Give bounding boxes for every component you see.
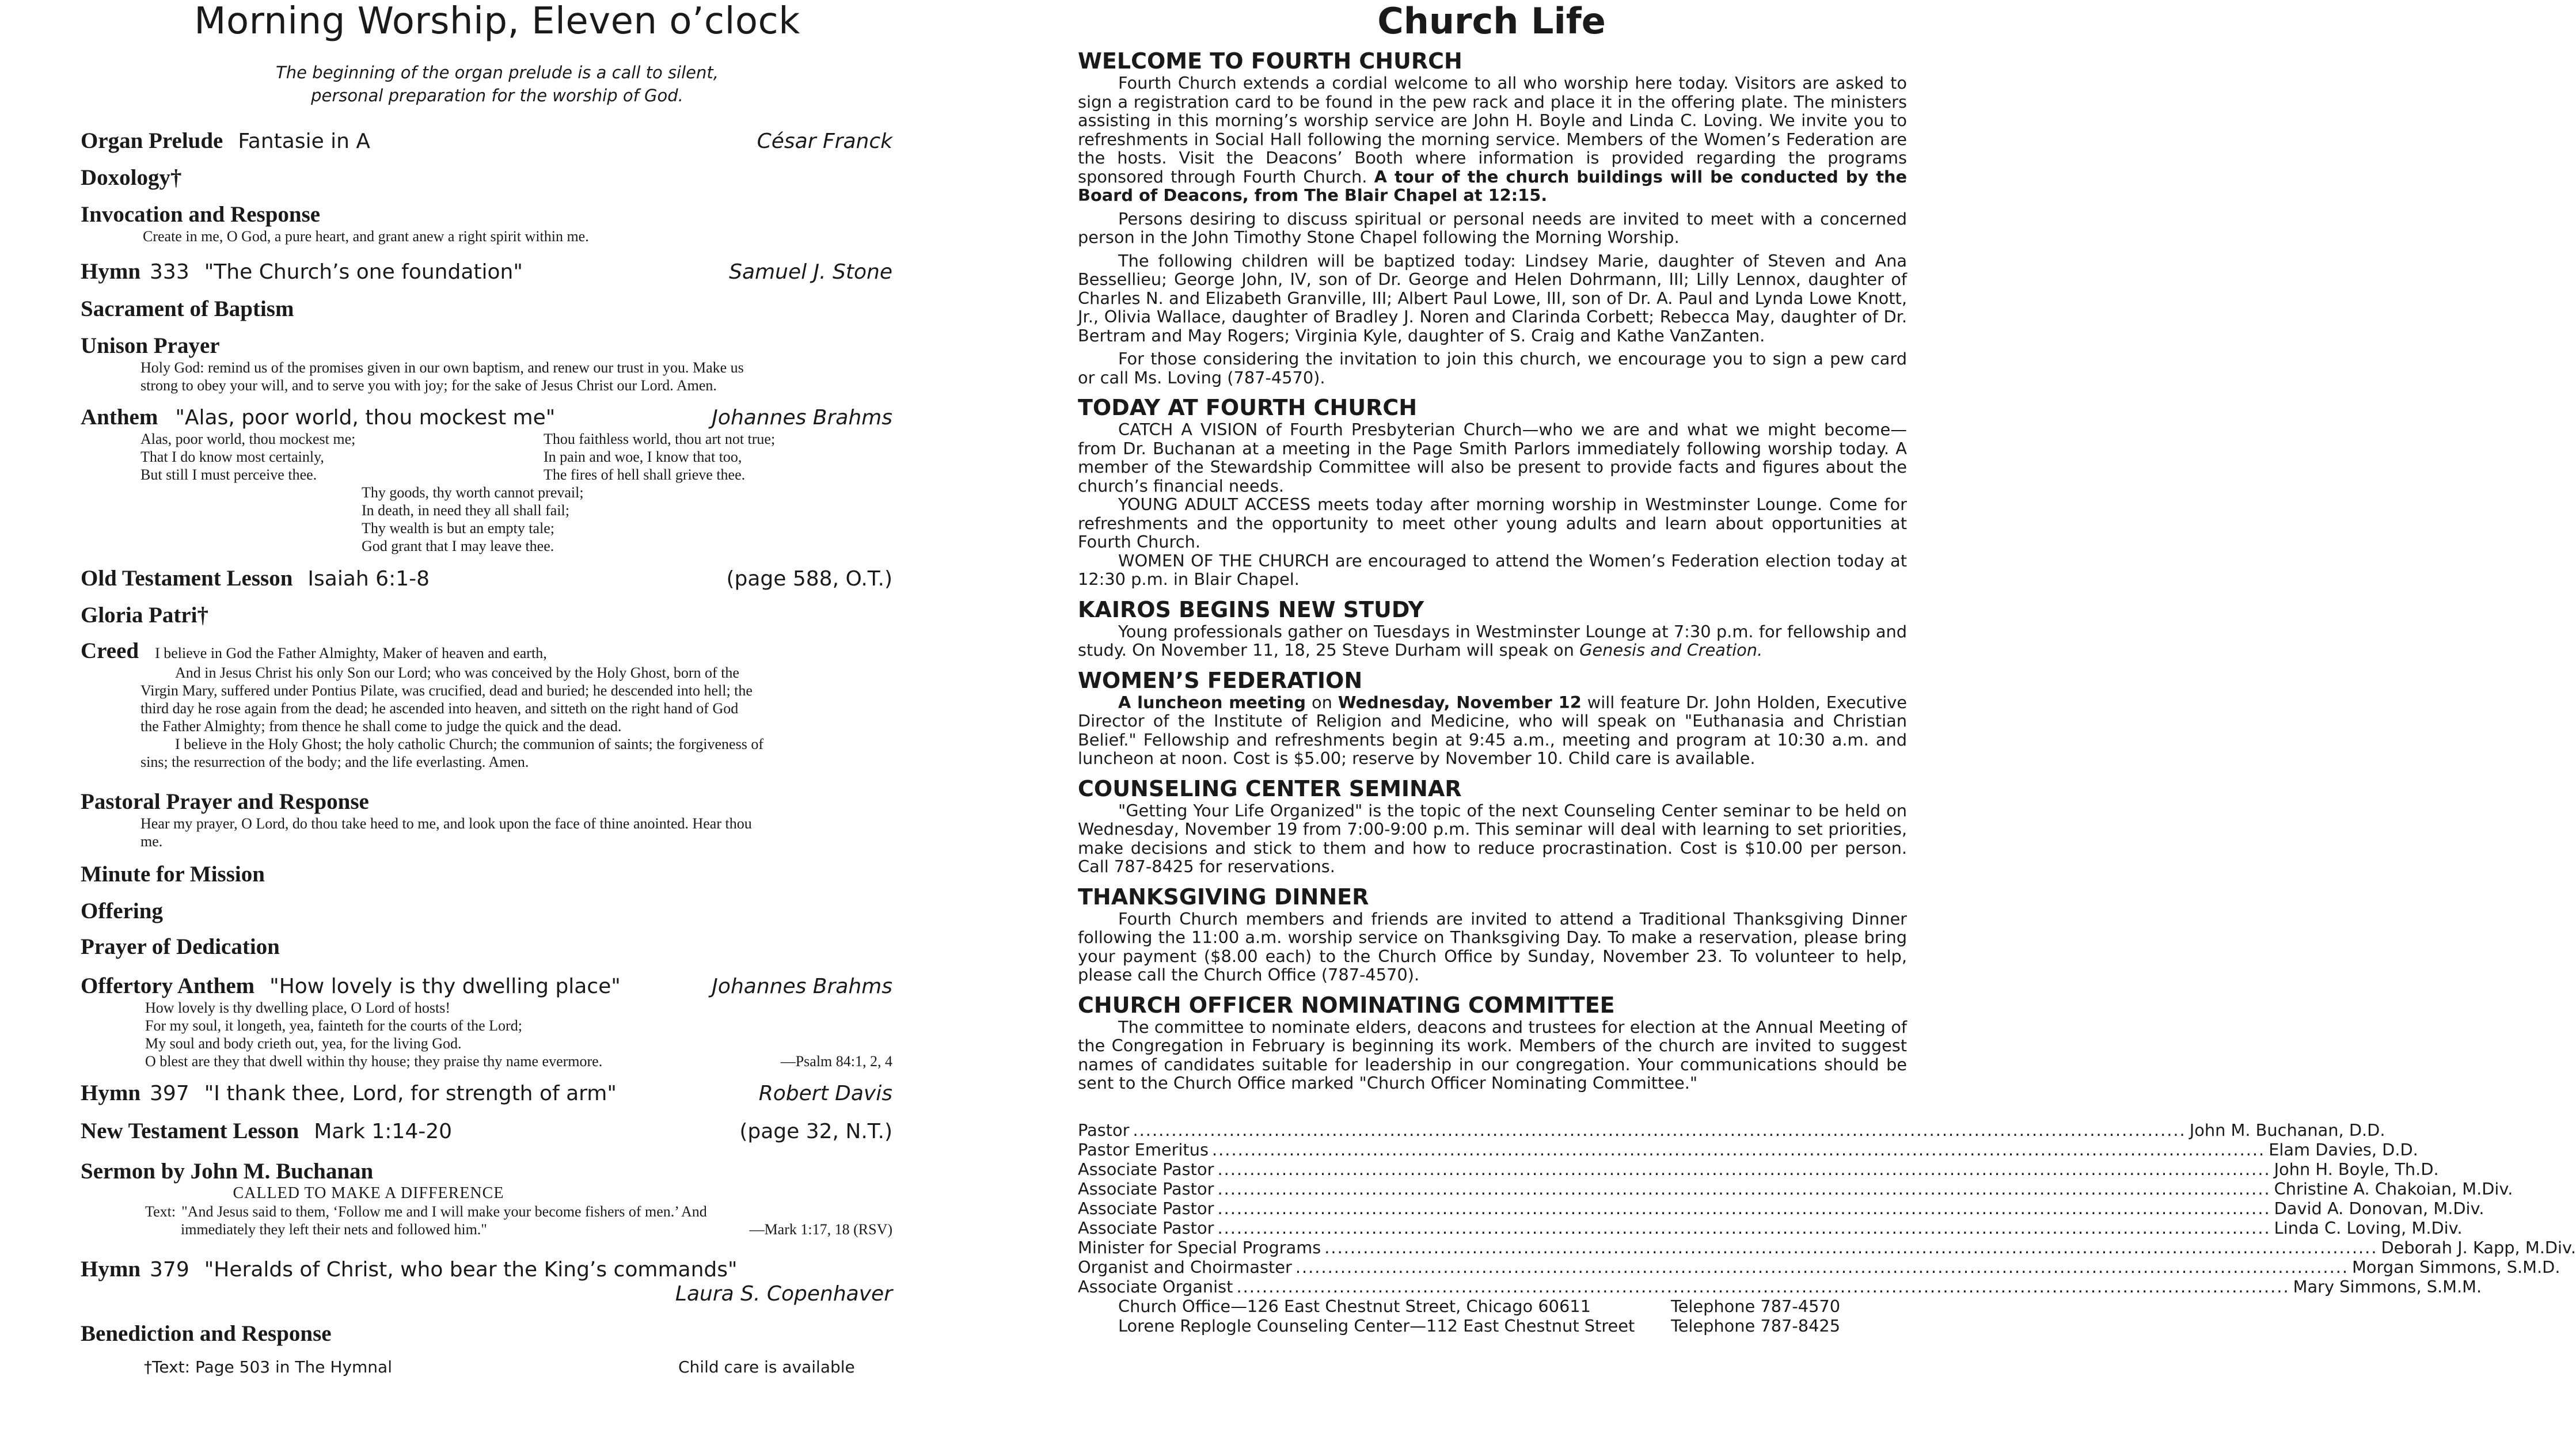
announcements (1078, 48, 2576, 1336)
offering: Offering (81, 899, 163, 923)
offertory-anthem: Offertory Anthem "How lovely is thy dwelling place" Johannes Brahms How lovely is thy dwelling place, O Lord of hosts! For my soul, it longeth, yea, fainteth for the courts of the Lord; My soul and body crieth out, yea, for the living God. O blest are they that dwell within thy house; they praise thy name evermore. —Psalm 84:1, 2, 4 (81, 974, 892, 1070)
staff-row: Associate Pastor .................................................................................................................................................................... Linda C. Loving, M.Div. (1078, 1218, 2463, 1238)
contact-church-office: Church Office—126 East Chestnut Street, Chicago 60611 Telephone 787-4570 (1118, 1296, 1841, 1316)
staff-row: Associate Pastor .................................................................................................................................................................... David A. Donovan, M.Div. (1078, 1198, 2484, 1218)
sermon-citation: —Mark 1:17, 18 (RSV) (749, 1221, 892, 1238)
childcare-note: Child care is available (678, 1357, 855, 1376)
staff-row: Pastor Emeritus .................................................................................................................................................................... Elam Davies, D.D. (1078, 1139, 2418, 1159)
page-title: Morning Worship, Eleven o’clock (194, 0, 800, 43)
section-counseling: COUNSELING CENTER SEMINAR "Getting Your Life Organized" is the topic of the next Counseling Center seminar to be held on Wednesday, November 19 from 7:00-9:00 p.m. This seminar will deal with learning to set priorities, make decisions and stick to them and how to reduce procrastination. Cost is $10.00 per person. Call 787-8425 for reservations. (1078, 775, 1907, 876)
sacrament-of-baptism: Sacrament of Baptism (81, 296, 294, 321)
psalm-citation: —Psalm 84:1, 2, 4 (780, 1053, 892, 1070)
right-page-church-life (994, 0, 2576, 1445)
staff-row: Associate Pastor .................................................................................................................................................................... Christine A. Chakoian, M.Div. (1078, 1178, 2513, 1199)
pastoral-prayer-and-response: Pastoral Prayer and Response Hear my prayer, O Lord, do thou take heed to me, and look upon the face of thine anointed. Hear thou me. (81, 789, 752, 850)
staff-row: Minister for Special Programs .................................................................................................................................................................... Deborah J. Kapp, M.Div. (1078, 1237, 2576, 1257)
contact-counseling-center: Lorene Replogle Counseling Center—112 East Chestnut Street Telephone 787-8425 (1118, 1315, 1841, 1336)
section-today: TODAY AT FOURTH CHURCH CATCH A VISION of Fourth Presbyterian Church—who we are and what we might become—from Dr. Buchanan at a meeting in the Page Smith Parlors immediately following worship today. A member of the Stewardship Committee will also be present to provide facts and figures about the church’s financial needs. YOUNG ADULT ACCESS meets today after morning worship in Westminster Lounge. Come for refreshments and the opportunity to meet other young adults and learn about opportunities at Fourth Church. WOMEN OF THE CHURCH are encouraged to attend the Women’s Federation election today at 12:30 p.m. in Blair Chapel. (1078, 395, 1907, 589)
organ-prelude: Organ Prelude Fantasie in A César Franck (81, 128, 892, 153)
anthem-verses: Alas, poor world, thou mockest me; That I do know most certainly, But still I must perceive thee. Thou faithless world, thou art not true; In pain and woe, I know that too, The fires of hell shall grieve thee. (140, 431, 776, 483)
hymn-397: Hymn 397 "I thank thee, Lord, for strength of arm" Robert Davis (81, 1081, 892, 1105)
anthem-stanza: Thy goods, thy worth cannot prevail; In death, in need they all shall fail; Thy wealth is but an empty tale; God grant that I may leave thee. (362, 484, 584, 554)
anthem: Anthem "Alas, poor world, thou mockest me" Johannes Brahms Alas, poor world, thou mockest me; That I do know most certainly, But still I must perceive thee. Thou faithless world, thou art not true; In pain and woe, I know that too, The fires of hell shall grieve thee. Thy goods, thy worth cannot prevail; In death, in need they all shall fail; Thy wealth is but an empty tale; God grant that I may leave thee. (81, 405, 892, 554)
intro-note: The beginning of the organ prelude is a call to silent, personal preparation for the worship of God. (276, 63, 719, 105)
staff-directory (1078, 1120, 2576, 1336)
sermon: Sermon by John M. Buchanan CALLED TO MAKE A DIFFERENCE Text: "And Jesus said to them, ‘Follow me and I will make your become fishers of men.’ And immediately they left their nets and followed him." —Mark 1:17, 18 (RSV) (81, 1159, 892, 1238)
section-nominating: CHURCH OFFICER NOMINATING COMMITTEE The committee to nominate elders, deacons and trustees for election at the Annual Meeting of the Congregation in February is beginning its work. Members of the church are invited to suggest names of candidates suitable for leadership in our congregation. Your communications should be sent to the Church Office marked "Church Officer Nominating Committee." (1078, 992, 1907, 1093)
staff-row: Associate Pastor .................................................................................................................................................................... John H. Boyle, Th.D. (1078, 1159, 2439, 1179)
invocation-and-response: Invocation and Response Create in me, O God, a pure heart, and grant anew a right spirit within me. (81, 202, 589, 245)
section-kairos: KAIROS BEGINS NEW STUDY Young professionals gather on Tuesdays in Westminster Lounge at 7:30 p.m. for fellowship and study. On November 11, 18, 25 Steve Durham will speak on Genesis and Creation. (1078, 596, 1907, 660)
hymn-333: Hymn 333 "The Church’s one foundation" Samuel J. Stone (81, 259, 892, 284)
gloria-patri: Gloria Patri† (81, 603, 209, 628)
creed: Creed I believe in God the Father Almighty, Maker of heaven and earth, And in Jesus Christ his only Son our Lord; who was conceived by the Holy Ghost, born of the Virgin Mary, suffered under Pontius Pilate, was crucified, dead and buried; he descended into hell; the third day he rose again from the dead; he ascended into heaven, and sitteth on the right hand of God the Father Almighty; from thence he shall come to judge the quick and the dead. I believe in the Holy Ghost; the holy catholic Church; the communion of saints; the forgiveness of sins; the resurrection of the body; and the life everlasting. Amen. (81, 638, 763, 770)
page-title: Church Life (1377, 0, 1606, 42)
staff-row: Organist and Choirmaster .................................................................................................................................................................... Morgan Simmons, S.M.D. (1078, 1257, 2560, 1277)
benediction-and-response: Benediction and Response (81, 1321, 332, 1346)
hymn-379: Hymn 379 "Heralds of Christ, who bear the King’s commands" Laura S. Copenhaver (81, 1257, 892, 1306)
doxology: Doxology† (81, 165, 182, 190)
prayer-of-dedication: Prayer of Dedication (81, 934, 280, 959)
staff-row: Pastor .................................................................................................................................................................... John M. Buchanan, D.D. (1078, 1120, 2385, 1140)
section-welcome: WELCOME TO FOURTH CHURCH Fourth Church extends a cordial welcome to all who worship here today. Visitors are asked to sign a registration card to be found in the pew rack and place it in the offering plate. The ministers assisting in this morning’s worship service are John H. Boyle and Linda C. Loving. We invite you to refreshments in Social Hall following the morning service. Members of the Women’s Federation are the hosts. Visit the Deacons’ Booth where information is provided regarding the programs sponsored through Fourth Church. A tour of the church buildings will be conducted by the Board of Deacons, from The Blair Chapel at 12:15. Persons desiring to discuss spiritual or personal needs are invited to meet with a concerned person in the John Timothy Stone Chapel following the Morning Worship. The following children will be baptized today: Lindsey Marie, daughter of Steven and Ana Bessellieu; George John, IV, son of Dr. George and Helen Dohrmann, III; Lilly Lennox, daughter of Charles N. and Elizabeth Granville, III; Albert Paul Lowe, III, son of Dr. A. Paul and Lynda Lowe Knott, Jr., Olivia Wallace, daughter of Bradley J. Noren and Clarinda Corbett; Rebecca May, daughter of Dr. Bertram and May Rogers; Virginia Kyle, daughter of S. Craig and Kathe VanZanten. For those considering the invitation to join this church, we encourage you to sign a pew card or call Ms. Loving (787-4570). (1078, 48, 1908, 387)
left-page-order-of-worship (0, 0, 994, 1445)
new-testament-lesson: New Testament Lesson Mark 1:14-20 (page 32, N.T.) (81, 1119, 892, 1143)
old-testament-lesson: Old Testament Lesson Isaiah 6:1-8 (page 588, O.T.) (81, 566, 892, 591)
staff-row: Associate Organist .................................................................................................................................................................... Mary Simmons, S.M.M. (1078, 1276, 2482, 1296)
section-womens-federation: WOMEN’S FEDERATION A luncheon meeting on Wednesday, November 12 will feature Dr. John Holden, Executive Director of the Institute of Religion and Medicine, who will speak on "Euthanasia and Christian Belief." Fellowship and refreshments begin at 9:45 a.m., meeting and program at 10:30 a.m. and luncheon at noon. Cost is $5.00; reserve by November 10. Child care is available. (1078, 667, 1907, 768)
section-thanksgiving: THANKSGIVING DINNER Fourth Church members and friends are invited to attend a Traditional Thanksgiving Dinner following the 11:00 a.m. worship service on Thanksgiving Day. To make a reservation, please bring your payment ($8.00 each) to the Church Office by Sunday, November 23. To volunteer to help, please call the Church Office (787-4570). (1078, 884, 1907, 984)
hymnal-footnote: †Text: Page 503 in The Hymnal (144, 1357, 392, 1376)
unison-prayer: Unison Prayer Holy God: remind us of the promises given in our own baptism, and renew our trust in you. Make us strong to obey your will, and to serve you with joy; for the sake of Jesus Christ our Lord. Amen. (81, 333, 744, 394)
sermon-title: CALLED TO MAKE A DIFFERENCE (233, 1184, 504, 1202)
minute-for-mission: Minute for Mission (81, 862, 265, 887)
